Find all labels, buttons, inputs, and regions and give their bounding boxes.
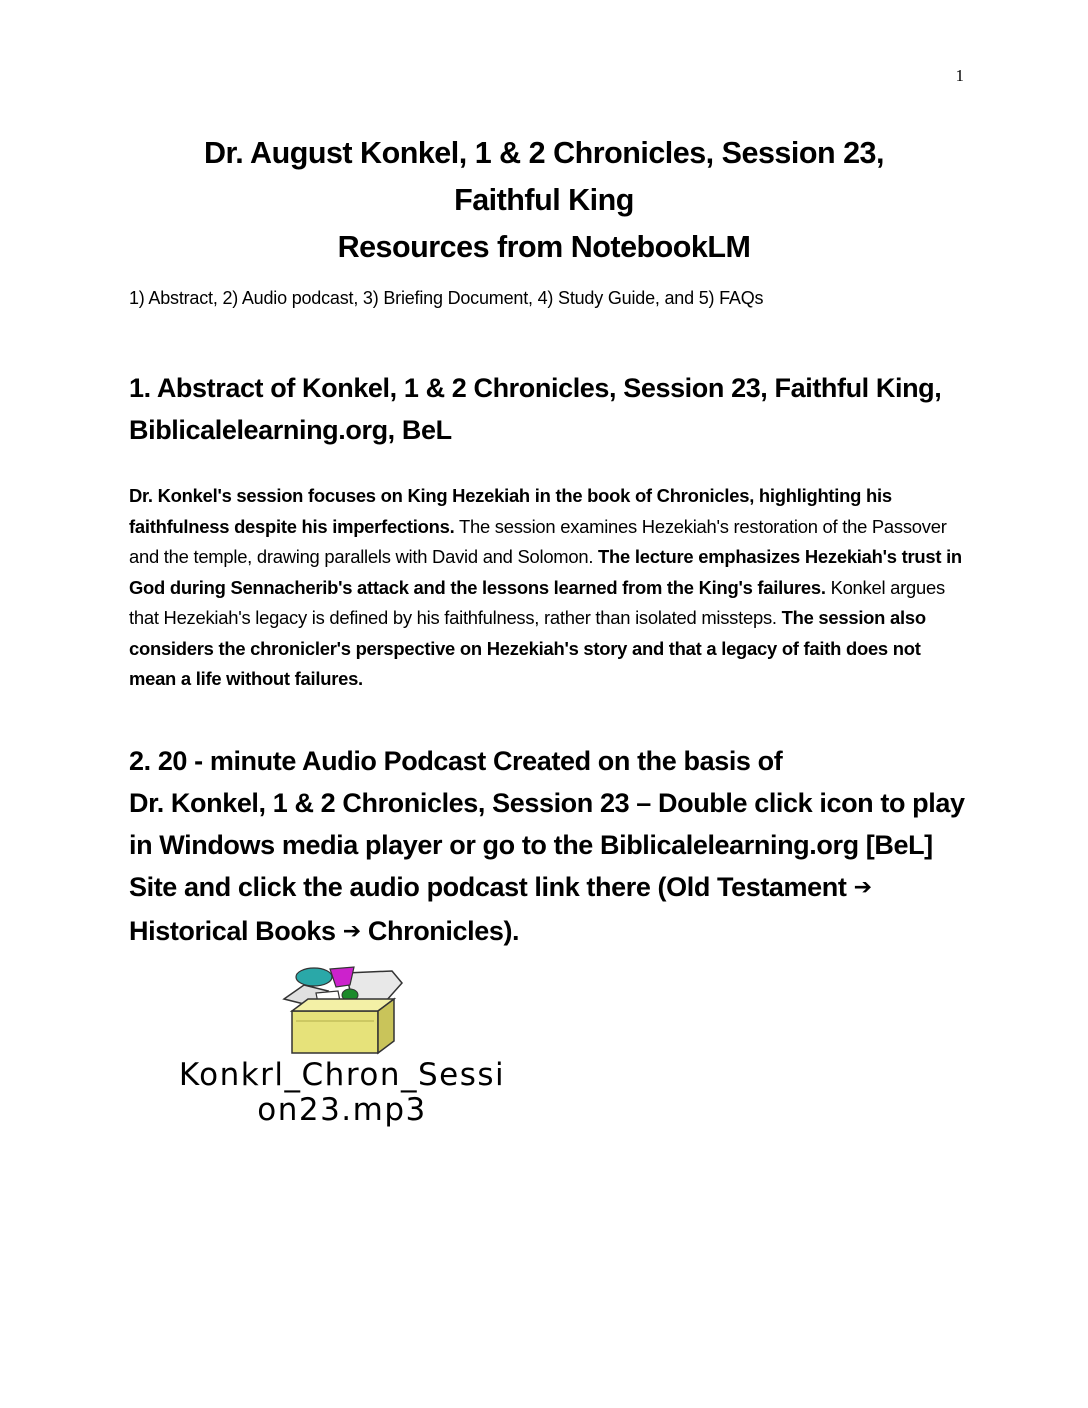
- abstract-paragraph: [129, 481, 965, 695]
- audio-podcast-heading: [129, 740, 969, 954]
- abstract-bold-5: The session also considers the chronicler's perspective on Hezekiah's story and that a legacy of faith does not mean a life without failures.: [129, 607, 926, 689]
- document-title: [100, 130, 988, 271]
- audio-filename-line-1: Konkrl_Chron_Sessi: [178, 1057, 506, 1093]
- audio-file-link[interactable]: [128, 1058, 556, 1128]
- abstract-bold-1: Dr. Konkel's session focuses on King Hezekiah in the book of Chronicles, highlighting his faithfulness despite his imperfections.: [129, 485, 892, 537]
- audio-heading-text-2: Dr. Konkel, 1 & 2 Chronicles, Session 23 – Double click icon to play in Windows media player or go to the Biblicalelearning.org [BeL] Site and click the audio podcast link there (Old Testament: [129, 788, 965, 902]
- title-line-3: Resources from NotebookLM: [337, 230, 751, 264]
- arrow-right-icon: ➔: [853, 874, 872, 899]
- title-line-2: Faithful King: [454, 183, 634, 217]
- resource-list: 1) Abstract, 2) Audio podcast, 3) Briefing Document, 4) Study Guide, and 5) FAQs: [129, 288, 764, 308]
- audio-heading-text-4: Chronicles).: [360, 916, 520, 946]
- abstract-bold-3: The lecture emphasizes Hezekiah's trust in God during Sennacherib's attack and the lessons learned from the King's failures.: [129, 546, 962, 598]
- audio-filename-line-2: on23.mp3: [257, 1092, 427, 1128]
- abstract-text-4: Konkel argues that Hezekiah's legacy is defined by his faithfulness, rather than isolated missteps.: [129, 576, 945, 628]
- page-number: 1: [955, 66, 964, 85]
- audio-heading-text-3: Historical Books: [129, 916, 343, 946]
- title-line-1: Dr. August Konkel, 1 & 2 Chronicles, Session 23,: [204, 136, 884, 170]
- audio-heading-line-1: 2. 20 - minute Audio Podcast Created on the basis of: [129, 746, 783, 776]
- abstract-text-2: The session examines Hezekiah's restoration of the Passover and the temple, drawing parallels with David and Solomon.: [129, 515, 947, 567]
- media-package-icon[interactable]: [276, 965, 408, 1057]
- abstract-heading: 1. Abstract of Konkel, 1 & 2 Chronicles, Session 23, Faithful King, Biblicalelearning.org, BeL: [129, 373, 942, 445]
- arrow-right-icon: ➔: [342, 918, 361, 943]
